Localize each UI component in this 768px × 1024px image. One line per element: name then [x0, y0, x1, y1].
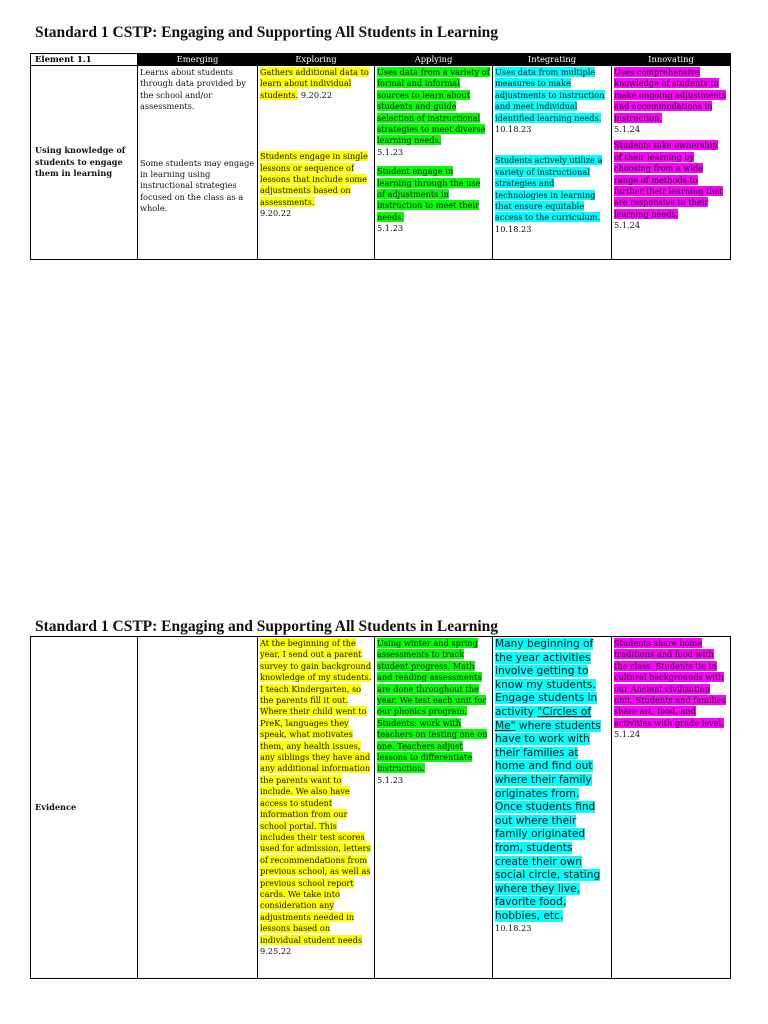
cell-exploring: [258, 66, 375, 260]
evidence-table: [30, 636, 731, 979]
innovating-text-a: Uses comprehensive knowledge of students to make ongoing adjustments and accommodations in instruction.: [614, 67, 726, 123]
applying-date-b: 5.1.23: [377, 223, 404, 234]
evidence-innovating-date: 5.1.24: [614, 729, 641, 740]
column-header-applying: Applying: [375, 54, 493, 66]
evidence-integrating-date: 10.18.23: [495, 923, 532, 934]
integrating-text-b: Students actively utilize a variety of instructional strategies and technologies in learning that ensure equitable access to the curriculum.: [495, 155, 603, 223]
innovating-date-a: 5.1.24: [614, 124, 641, 135]
evidence-emerging: [138, 637, 258, 979]
innovating-date-b: 5.1.24: [614, 220, 641, 231]
evidence-applying: [375, 637, 493, 979]
evidence-applying-date: 5.1.23: [377, 774, 404, 785]
evidence-applying-text: Using winter and spring assessments to track student progress. Math and reading assessments are done throughout the year. We test each unit for our phonics program. Students: work with teachers on testing one on one. Teachers adjust lessons to differentiate instruction.: [377, 638, 488, 774]
evidence-innovating-text: Students share home traditions and food with the class. Students tie in cultural backgrounds with our Ancient civilization unit. Students and families share art, food, and activities with grade level.: [614, 638, 726, 728]
applying-text-a: Uses data from a variety of formal and informal sources to learn about students and guide selection of instructional strategies to meet diverse learning needs.: [377, 67, 490, 146]
exploring-date-a: 9.20.22: [298, 89, 333, 100]
evidence-exploring-text: At the beginning of the year, I send out a parent survey to gain background knowledge of my students. I teach Kindergarten, so the parents fill it out. Where their child went to PreK, languages they speak, what motivates them, any health issues, any siblings they have and any additional information the parents want to include. We also have access to student information from our school portal. This includes their test scores used for admission, letters of recommendations from previous school, as well as previous school report cards. We take into consideration any adjustments needed in lessons based on individual student needs: [260, 638, 372, 945]
column-header-integrating: Integrating: [493, 54, 612, 66]
exploring-text-b: Students engage in single lessons or sequence of lessons that include some adjustments based on assessments.: [260, 151, 368, 207]
integrating-date-b: 10.18.23: [495, 223, 532, 234]
evidence-label: Evidence: [31, 637, 138, 979]
applying-text-b: Student engage in learning through the use of adjustments in instruction to meet their needs.: [377, 166, 481, 222]
rubric-table: [30, 53, 731, 260]
column-header-innovating: Innovating: [612, 54, 731, 66]
circles-of-me-link[interactable]: "Circles of Me": [495, 705, 592, 732]
evidence-integrating-text: Many beginning of the year activities involve getting to know my students. Engage students in activity: [495, 638, 598, 718]
exploring-text-a: Gathers additional data to learn about individual students.: [260, 67, 369, 100]
innovating-text-b: Students take ownership of their learning by choosing from a wide range of methods to further their learning that are responsive to their learning needs.: [614, 140, 723, 219]
emerging-text-b: Some students may engage in learning using instructional strategies focused on the class as a whole.: [140, 157, 255, 214]
cell-innovating: [612, 66, 731, 260]
column-header-exploring: Exploring: [258, 54, 375, 66]
column-header-emerging: Emerging: [138, 54, 258, 66]
row-label: Using knowledge of students to engage them in learning: [31, 66, 138, 260]
evidence-integrating-text-cont: where students have to work with their families at home and find out where their family originates from. Once students find out where their family originated from, students create their own social circle, stating where they live, favorite food, hobbies, etc.: [495, 719, 601, 922]
integrating-date-a: 10.18.23: [495, 124, 532, 135]
rubric-row: [31, 66, 731, 260]
evidence-exploring-date: 9.25.22: [260, 945, 292, 956]
applying-date-a: 5.1.23: [377, 146, 404, 157]
element-label: Element 1.1: [31, 54, 138, 66]
emerging-text-a: Learns about students through data provided by the school and/or assessments.: [140, 67, 246, 112]
evidence-row: [31, 637, 731, 979]
evidence-innovating: [612, 637, 731, 979]
integrating-text-a: Uses data from multiple measures to make adjustments to instruction and meet individual identified learning needs.: [495, 67, 605, 123]
exploring-date-b: 9.20.22: [260, 208, 292, 219]
cell-integrating: [493, 66, 612, 260]
rubric-header-row: [31, 54, 731, 66]
page-title: Standard 1 CSTP: Engaging and Supporting All Students in Learning: [35, 24, 498, 41]
cell-emerging: [138, 66, 258, 260]
evidence-exploring: [258, 637, 375, 979]
evidence-integrating: [493, 637, 612, 979]
cell-applying: [375, 66, 493, 260]
page-title-2: Standard 1 CSTP: Engaging and Supporting All Students in Learning: [35, 618, 498, 635]
